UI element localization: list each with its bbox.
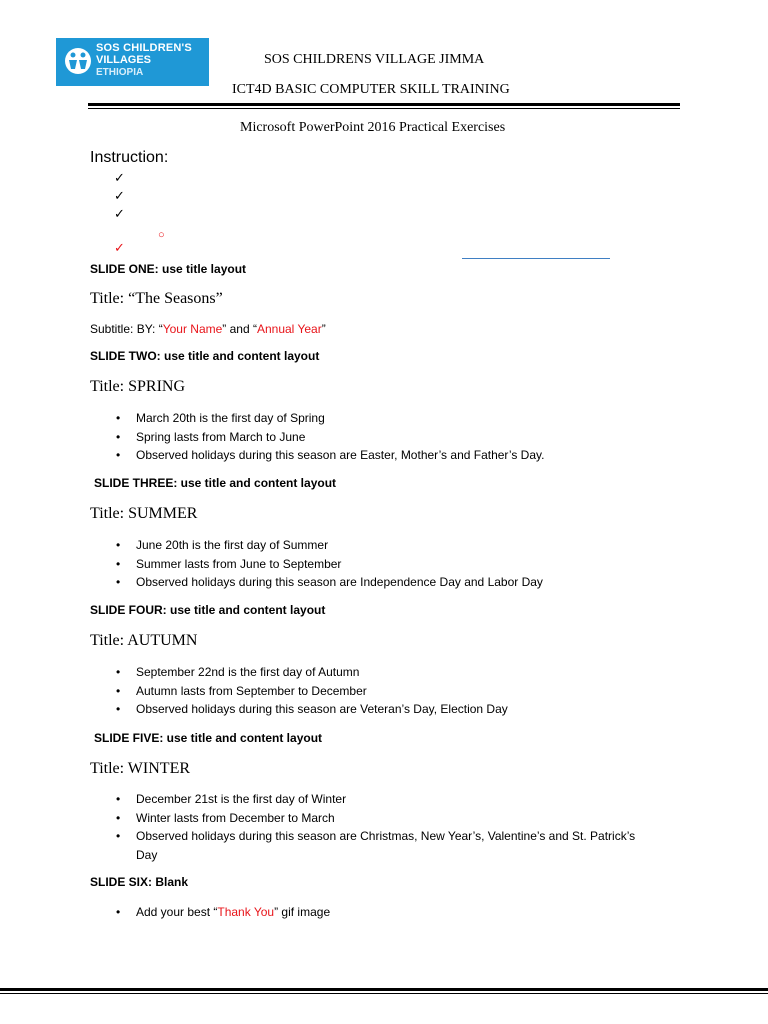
footer-rule-thick xyxy=(0,988,768,991)
slide-six-bullets xyxy=(116,903,696,922)
subtitle-name: Your Name xyxy=(162,322,223,336)
checkmark-icon: ✓ xyxy=(114,206,125,221)
slide-three-bullets xyxy=(116,536,696,592)
slide-four-heading: SLIDE FOUR: use title and content layout xyxy=(90,603,326,617)
logo-text-line3: ETHIOPIA xyxy=(96,67,144,78)
slide-one-title: Title: “The Seasons” xyxy=(90,290,223,307)
program-name: ICT4D BASIC COMPUTER SKILL TRAINING xyxy=(232,82,510,97)
bullet-suffix: ” gif image xyxy=(274,905,331,919)
instruction-label: Instruction: xyxy=(90,149,169,166)
bullet-prefix: Add your best “ xyxy=(136,905,218,919)
list-item: • Summer lasts from June to September xyxy=(116,555,696,574)
slide-five-title: Title: WINTER xyxy=(90,760,191,777)
checkmark-icon: ✓ xyxy=(114,170,125,185)
bullet-highlight: Thank You xyxy=(217,905,275,919)
logo-text-line2: VILLAGES xyxy=(96,54,152,66)
list-item: • September 22nd is the first day of Autumn xyxy=(116,663,696,682)
subtitle-mid: ” and “ xyxy=(222,322,257,336)
list-item xyxy=(116,903,696,922)
list-item: • March 20th is the first day of Spring xyxy=(116,409,696,428)
slide-two-title: Title: SPRING xyxy=(90,378,185,395)
slide-two-heading: SLIDE TWO: use title and content layout xyxy=(90,349,320,363)
checkmark-icon: ✓ xyxy=(114,240,125,255)
list-item: • Autumn lasts from September to December xyxy=(116,682,696,701)
subtitle-year: Annual Year xyxy=(256,322,322,336)
list-item: • Observed holidays during this season are Easter, Mother’s and Father’s Day. xyxy=(116,446,696,465)
children-icon xyxy=(64,47,92,75)
sos-logo xyxy=(56,38,209,86)
slide-two-bullets xyxy=(116,409,696,465)
slide-six-heading: SLIDE SIX: Blank xyxy=(90,875,189,889)
list-item: • Observed holidays during this season are Christmas, New Year’s, Valentine’s and St. Patrick’s Day xyxy=(116,827,656,864)
subtitle-prefix: Subtitle: BY: “ xyxy=(90,322,163,336)
slide-one-subtitle xyxy=(90,322,326,336)
slide-three-heading: SLIDE THREE: use title and content layout xyxy=(94,476,337,490)
slide-five-bullets xyxy=(116,790,696,864)
circle-bullet-icon: ○ xyxy=(158,229,165,241)
header-rule-thick xyxy=(88,103,680,106)
logo-text-line1: SOS CHILDREN'S xyxy=(96,42,192,54)
list-item: • Observed holidays during this season are Independence Day and Labor Day xyxy=(116,573,696,592)
slide-five-heading: SLIDE FIVE: use title and content layout xyxy=(94,731,323,745)
slide-three-title: Title: SUMMER xyxy=(90,505,198,522)
slide-four-bullets xyxy=(116,663,696,719)
subtitle-end: ” xyxy=(321,322,326,336)
link-underline xyxy=(462,258,610,259)
checkmark-icon: ✓ xyxy=(114,188,125,203)
footer-rule-thin xyxy=(0,993,768,994)
list-item: • Observed holidays during this season are Veteran’s Day, Election Day xyxy=(116,700,696,719)
list-item: • Winter lasts from December to March xyxy=(116,809,696,828)
list-item: • December 21st is the first day of Winter xyxy=(116,790,696,809)
list-item: • Spring lasts from March to June xyxy=(116,428,696,447)
header-rule-thin xyxy=(88,108,680,109)
org-name: SOS CHILDRENS VILLAGE JIMMA xyxy=(264,52,485,67)
slide-one-heading: SLIDE ONE: use title layout xyxy=(90,262,247,276)
list-item: • June 20th is the first day of Summer xyxy=(116,536,696,555)
slide-four-title: Title: AUTUMN xyxy=(90,632,198,649)
document-title: Microsoft PowerPoint 2016 Practical Exercises xyxy=(240,120,506,135)
